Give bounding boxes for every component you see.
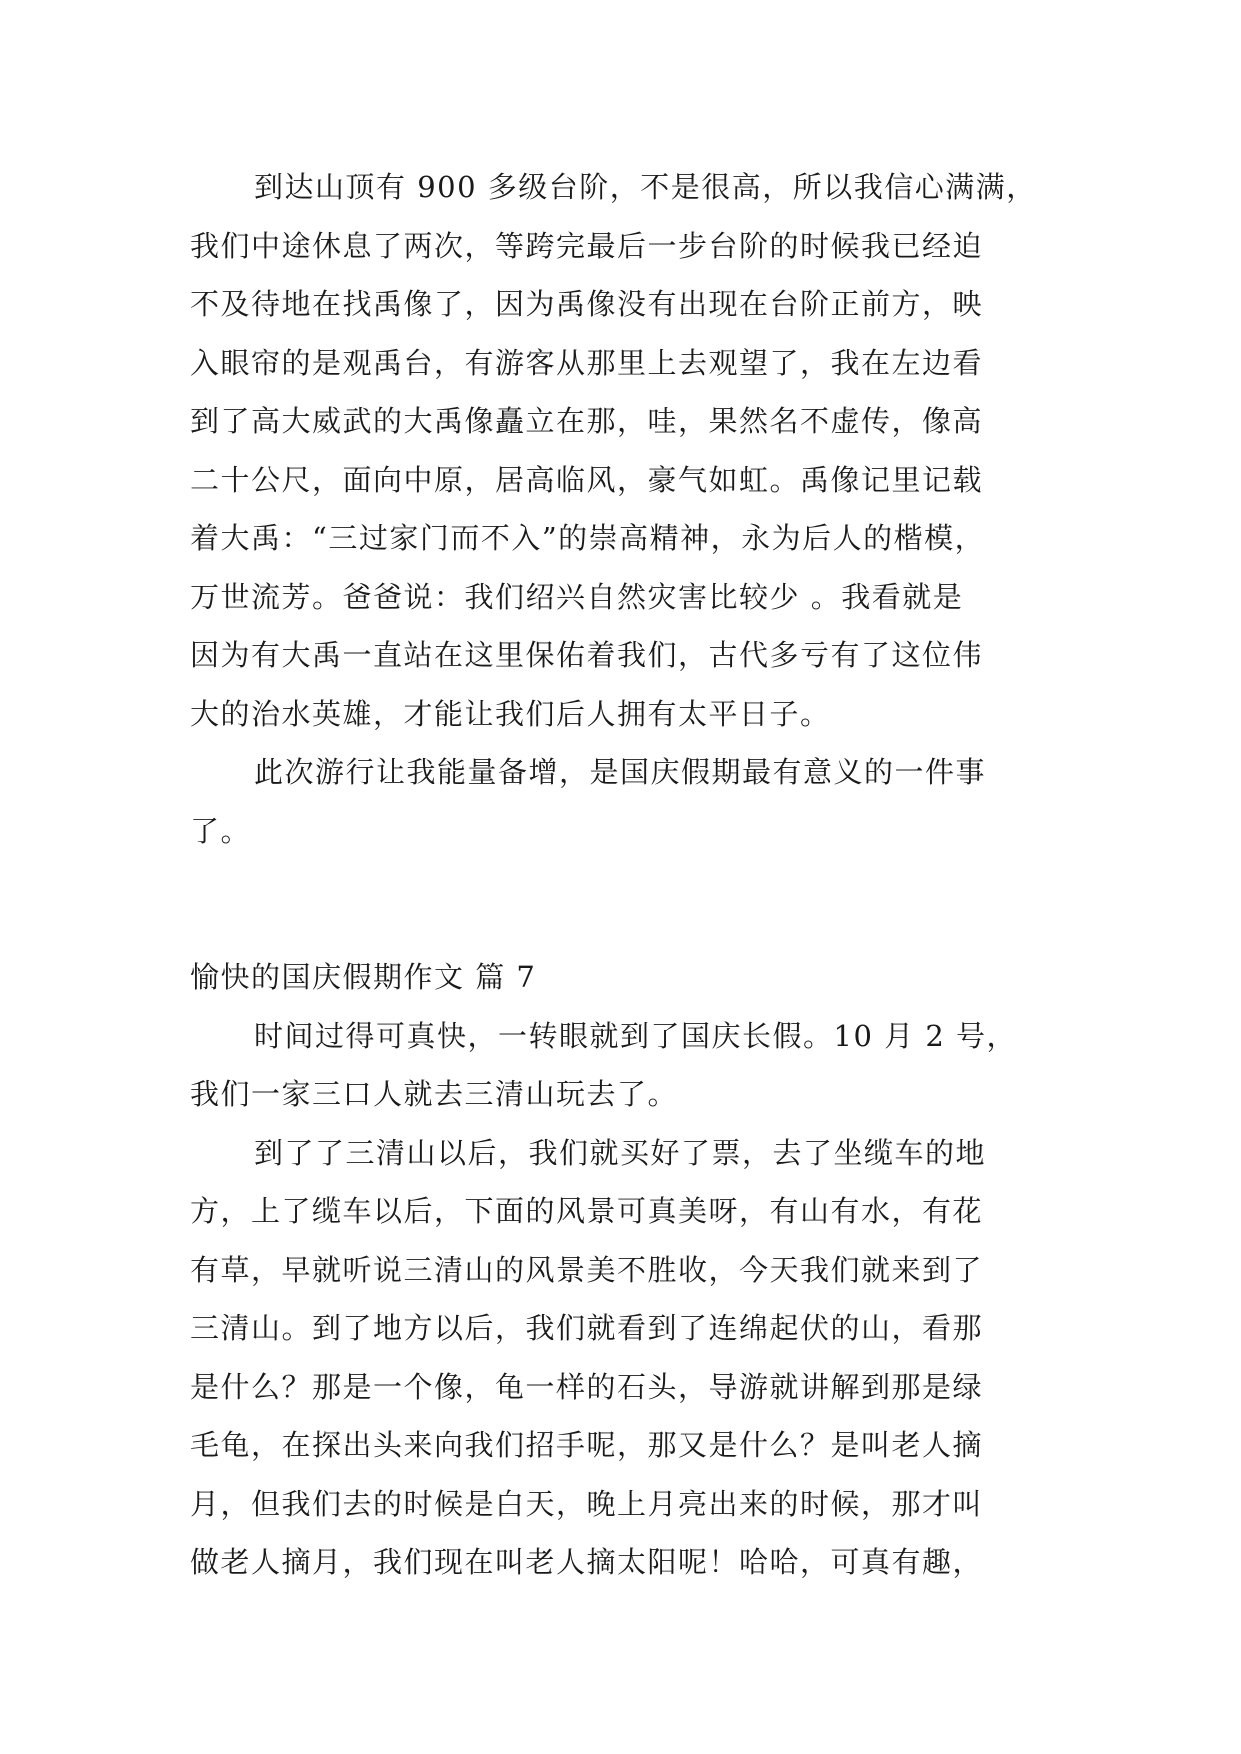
paragraph-line: 时间过得可真快，一转眼就到了国庆长假。10 月 2 号，	[254, 1018, 1018, 1053]
paragraph-line: 不及待地在找禹像了，因为禹像没有出现在台阶正前方，映	[190, 287, 984, 321]
paragraph-line: 着大禹：“三过家门而不入”的崇高精神，永为后人的楷模，	[190, 521, 986, 555]
paragraph-line: 月，但我们去的时候是白天，晚上月亮出来的时候，那才叫	[190, 1486, 984, 1521]
paragraph-line: 到了了三清山以后，我们就买好了票，去了坐缆车的地	[254, 1135, 987, 1170]
paragraph-line: 做老人摘月，我们现在叫老人摘太阳呢！哈哈，可真有趣，	[190, 1545, 984, 1579]
paragraph-line: 是什么？那是一个像，龟一样的石头，导游就讲解到那是绿	[190, 1369, 984, 1404]
paragraph-line: 大的治水英雄，才能让我们后人拥有太平日子。	[190, 696, 831, 731]
paragraph-line: 我们一家三口人就去三清山玩去了。	[190, 1077, 679, 1111]
paragraph-line: 了。	[190, 813, 252, 848]
essay-body	[190, 158, 1060, 1592]
section-title: 愉快的国庆假期作文 篇 7	[190, 960, 537, 994]
paragraph-line: 此次游行让我能量备增，是国庆假期最有意义的一件事	[254, 755, 987, 789]
paragraph-line: 毛龟，在探出头来向我们招手呢，那又是什么？是叫老人摘	[190, 1428, 984, 1462]
section-spacer	[190, 860, 1060, 948]
paragraph-line: 入眼帘的是观禹台，有游客从那里上去观望了，我在左边看	[190, 345, 984, 380]
paragraph-line: 到达山顶有 900 多级台阶，不是很高，所以我信心满满，	[254, 170, 1037, 204]
paragraph-line: 三清山。到了地方以后，我们就看到了连绵起伏的山，看那	[190, 1311, 984, 1345]
paragraph-line: 万世流芳。爸爸说：我们绍兴自然灾害比较少 。我看就是	[190, 579, 964, 614]
paragraph-line: 二十公尺，面向中原，居高临风，豪气如虹。禹像记里记载	[190, 462, 984, 497]
paragraph-line: 我们中途休息了两次，等跨完最后一步台阶的时候我已经迫	[190, 228, 984, 263]
paragraph-line: 因为有大禹一直站在这里保佑着我们，古代多亏有了这位伟	[190, 638, 984, 672]
paragraph-line: 有草，早就听说三清山的风景美不胜收，今天我们就来到了	[190, 1252, 984, 1287]
paragraph-line: 方，上了缆车以后，下面的风景可真美呀，有山有水，有花	[190, 1194, 984, 1228]
paragraph-line: 到了高大威武的大禹像矗立在那，哇，果然名不虚传，像高	[190, 404, 984, 438]
